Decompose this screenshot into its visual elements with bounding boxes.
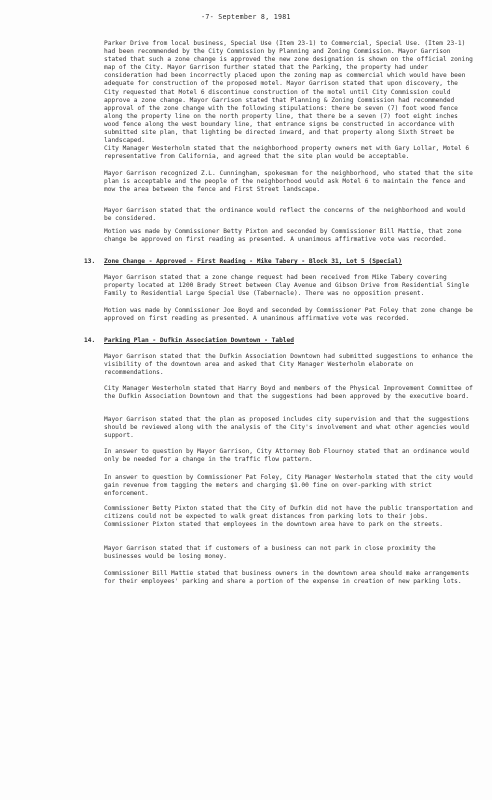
paragraph-city-supervision: Mayor Garrison stated that the plan as proposed includes city supervision and that the suggestions should be reviewed along with the analysis of the City's involvement and what other agencies would support. bbox=[104, 416, 473, 440]
paragraph-motion-2: Motion was made by Commissioner Joe Boyd and seconded by Commissioner Pat Foley that zone change be approved on first reading as presented. A unanimous affirmative vote was recorded. bbox=[104, 307, 477, 323]
page-header: -7- September 8, 1981 bbox=[201, 13, 291, 21]
item-number-14: 14. bbox=[84, 337, 96, 344]
item-title-14: Parking Plan - Dufkin Association Downtown - Tabled bbox=[104, 337, 294, 344]
paragraph-cunningham: Mayor Garrison recognized Z.L. Cunningham, spokesman for the neighborhood, who stated that the site plan is acceptable and the people of the neighborhood would ask Motel 6 to maintain the fence and mow the area between the fence and First Street landscape. bbox=[104, 170, 477, 194]
paragraph-close-proximity: Mayor Garrison stated that if customers of a business can not park in close proximity the businesses would be losing money. bbox=[104, 545, 440, 561]
paragraph-meter-revenue: In answer to question by Commissioner Pat Foley, City Manager Westerholm stated that the city would gain revenue from tagging the meters and charging $1.00 fine on over-parking with strict enforcement. bbox=[104, 474, 477, 498]
paragraph-motion-1: Motion was made by Commissioner Betty Pixton and seconded by Commissioner Bill Mattie, that zone change be approved on first reading as presented. A unanimous affirmative vote was recorded. bbox=[104, 228, 466, 244]
paragraph-ordinance-traffic: In answer to question by Mayor Garrison, City Attorney Bob Flournoy stated that an ordinance would only be needed for a change in the traffic flow pattern. bbox=[104, 448, 473, 464]
paragraph-business-owners: Commissioner Bill Mattie stated that business owners in the downtown area should make arrangements for their employees' parking and share a portion of the expense in creation of new parking lots. bbox=[104, 570, 473, 586]
item-title-13: Zone Change - Approved - First Reading - Mike Tabery - Block 31, Lot 5 (Special) bbox=[104, 258, 403, 265]
paragraph-public-transport: Commissioner Betty Pixton stated that the City of Dufkin did not have the public transportation and citizens could not be expected to walk great distances from parking lots to their jobs. Commissioner Pixton stated that employees in the downtown area have to park on the streets. bbox=[104, 505, 477, 529]
item-number-13: 13. bbox=[84, 258, 96, 265]
paragraph-ordinance-concerns: Mayor Garrison stated that the ordinance would reflect the concerns of the neighborhood and would be considered. bbox=[104, 207, 470, 223]
paragraph-site-plan: City Manager Westerholm stated that the neighborhood property owners met with Gary Lollar, Motel 6 representative from California, and agreed that the site plan would be acceptable. bbox=[104, 145, 473, 161]
paragraph-tabery-request: Mayor Garrison stated that a zone change request had been received from Mike Tabery covering property located at 1200 Brady Street between Clay Avenue and Gibson Drive from Residential Single Family to Residential Large Special Use (Tabernacle). There was no opposition present. bbox=[104, 274, 473, 298]
paragraph-downtown-suggestions: Mayor Garrison stated that the Dufkin Association Downtown had submitted suggestions to enhance the visibility of the downtown area and asked that City Manager Westerholm elaborate on recommendations. bbox=[104, 353, 477, 377]
paragraph-harry-boyd: City Manager Westerholm stated that Harry Boyd and members of the Physical Improvement Committee of the Dufkin Association Downtown and that the suggestions had been approved by the executive board. bbox=[104, 385, 477, 401]
paragraph-zone-change-intro: Parker Drive from local business, Special Use (Item 23-1) to Commercial, Special Use. (Item 23-1) had been recommended by the City Commission by Planning and Zoning Commission. Mayor Garrison stated that such a zone change is approved the new zone designation is shown on the official zoning map of the City. Mayor Garrison further stated that the Parking, the property had under consideration had been incorrectly placed upon the zoning map as commercial which would have been adequate for construction of the proposed motel. Mayor Garrison stated that upon discovery, the City requested that Motel 6 discontinue construction of the motel until City Commission could approve a zone change. Mayor Garrison stated that Planning & Zoning Commission had recommended approval of the zone change with the following stipulations: there be seven (7) foot wood fence along the property line on the north property line, that there be a seven (7) foot eight inches wood fence along the west boundary line, that entrance signs be constructed in accordance with submitted site plan, that lighting be directed inward, and that property along Sixth Street be landscaped. bbox=[104, 40, 477, 145]
